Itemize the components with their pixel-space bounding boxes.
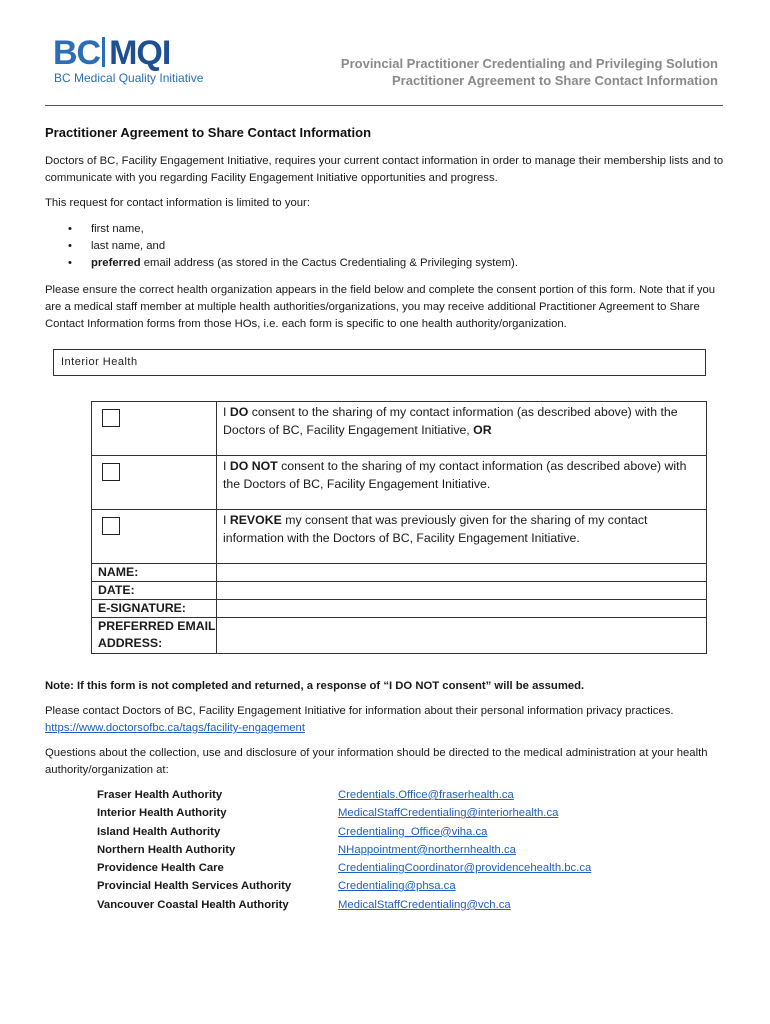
do-consent-checkbox[interactable] (102, 409, 120, 427)
bcmqi-logo (53, 36, 170, 70)
bullet-email-bold: preferred (91, 257, 141, 269)
form-title: Practitioner Agreement to Share Contact Information (45, 125, 372, 140)
do-consent-text: I DO consent to the sharing of my contact information (as described above) with the Doctors of BC, Facility Engagement Initiative, OR (217, 402, 707, 456)
limited-paragraph: This request for contact information is limited to your: (45, 197, 310, 209)
contact-org: Providence Health Care (97, 862, 224, 875)
contact-org: Northern Health Authority (97, 843, 236, 856)
consent-table (91, 401, 707, 654)
name-row (92, 564, 707, 582)
date-label: DATE: (92, 582, 217, 600)
do-not-consent-checkbox[interactable] (102, 463, 120, 481)
info-bullet-list (45, 221, 518, 272)
name-input[interactable] (217, 564, 707, 582)
logo-mqi: MQI (109, 34, 171, 72)
header-divider (45, 105, 723, 106)
contact-org: Provincial Health Services Authority (97, 880, 292, 893)
ensure-paragraph: Please ensure the correct health organization appears in the field below and complete the consent portion of this form. Note that if you are a medical staff member at multiple health authorities/organizations, you may receive additional Practitioner Agreement to Share Contact Information forms from those HOs, i.e. each form is specific to one health authority/organization. (45, 284, 716, 330)
contact-org: Island Health Authority (97, 825, 221, 838)
contact-row (97, 804, 591, 822)
do-not-consent-text: I DO NOT consent to the sharing of my contact information (as described above) with the Doctors of BC, Facility Engagement Initiative. (217, 456, 707, 510)
contact-email-link[interactable]: MedicalStaffCredentialing@vch.ca (338, 898, 511, 911)
contact-email-link[interactable]: Credentials.Office@fraserhealth.ca (338, 789, 514, 801)
revoke-consent-checkbox[interactable] (102, 517, 120, 535)
esignature-input[interactable] (217, 600, 707, 618)
preferred-email-input[interactable] (217, 618, 707, 654)
logo-subtitle: BC Medical Quality Initiative (54, 71, 204, 85)
contact-row (97, 896, 591, 914)
contact-email-link[interactable]: NHappointment@northernhealth.ca (338, 843, 516, 856)
header-line-2: Practitioner Agreement to Share Contact Information (391, 73, 718, 88)
bullet-last-name: • last name, and (45, 238, 518, 255)
header-line-1: Provincial Practitioner Credentialing and Privileging Solution (340, 56, 718, 71)
contact-row (97, 859, 591, 877)
bullet-email (45, 255, 518, 272)
contact-row (97, 841, 591, 859)
esignature-label: E-SIGNATURE: (92, 600, 217, 618)
bullet-first-name: • first name, (45, 221, 518, 238)
date-row (92, 582, 707, 600)
name-label: NAME: (92, 564, 217, 582)
questions-paragraph: Questions about the collection, use and disclosure of your information should be directed to the medical administration at your health authority/organization at: (45, 747, 708, 776)
contacts-list (97, 786, 591, 914)
health-organization-field[interactable]: Interior Health (53, 349, 706, 376)
email-row (92, 618, 707, 654)
contact-row (97, 877, 591, 895)
contact-org: Vancouver Coastal Health Authority (97, 898, 289, 911)
intro-paragraph: Doctors of BC, Facility Engagement Initiative, requires your current contact information in order to manage their membership lists and to communicate with you regarding Facility Engagement Initiative opportunities and progress. (45, 155, 724, 184)
consent-row-revoke (92, 510, 707, 564)
contact-email-link[interactable]: Credentialing_Office@viha.ca (338, 825, 488, 838)
contact-org: Interior Health Authority (97, 807, 227, 820)
logo-bc: BC (53, 34, 101, 72)
contact-org: Fraser Health Authority (97, 789, 223, 801)
date-input[interactable] (217, 582, 707, 600)
consent-row-do (92, 402, 707, 456)
contact-email-link[interactable]: Credentialing@phsa.ca (338, 880, 456, 893)
contact-row (97, 823, 591, 841)
logo-divider (102, 37, 105, 67)
privacy-link[interactable]: https://www.doctorsofbc.ca/tags/facility-engagement (45, 722, 305, 734)
revoke-consent-text: I REVOKE my consent that was previously given for the sharing of my contact information with the Doctors of BC, Facility Engagement Initiative. (217, 510, 707, 564)
contact-row (97, 786, 591, 804)
preferred-email-label: PREFERRED EMAIL ADDRESS: (92, 618, 217, 654)
esignature-row (92, 600, 707, 618)
privacy-paragraph: Please contact Doctors of BC, Facility Engagement Initiative for information about their personal information privacy practices. https://www.doctorsofbc.ca/tags/facility-engagement (45, 705, 674, 734)
bullet-email-rest: email address (as stored in the Cactus Credentialing & Privileging system). (140, 257, 518, 269)
contact-email-link[interactable]: MedicalStaffCredentialing@interiorhealth.ca (338, 807, 559, 820)
contact-email-link[interactable]: CredentialingCoordinator@providencehealth.bc.ca (338, 862, 592, 875)
assumption-note: Note: If this form is not completed and returned, a response of “I DO NOT consent” will be assumed. (45, 680, 585, 692)
consent-row-do-not (92, 456, 707, 510)
